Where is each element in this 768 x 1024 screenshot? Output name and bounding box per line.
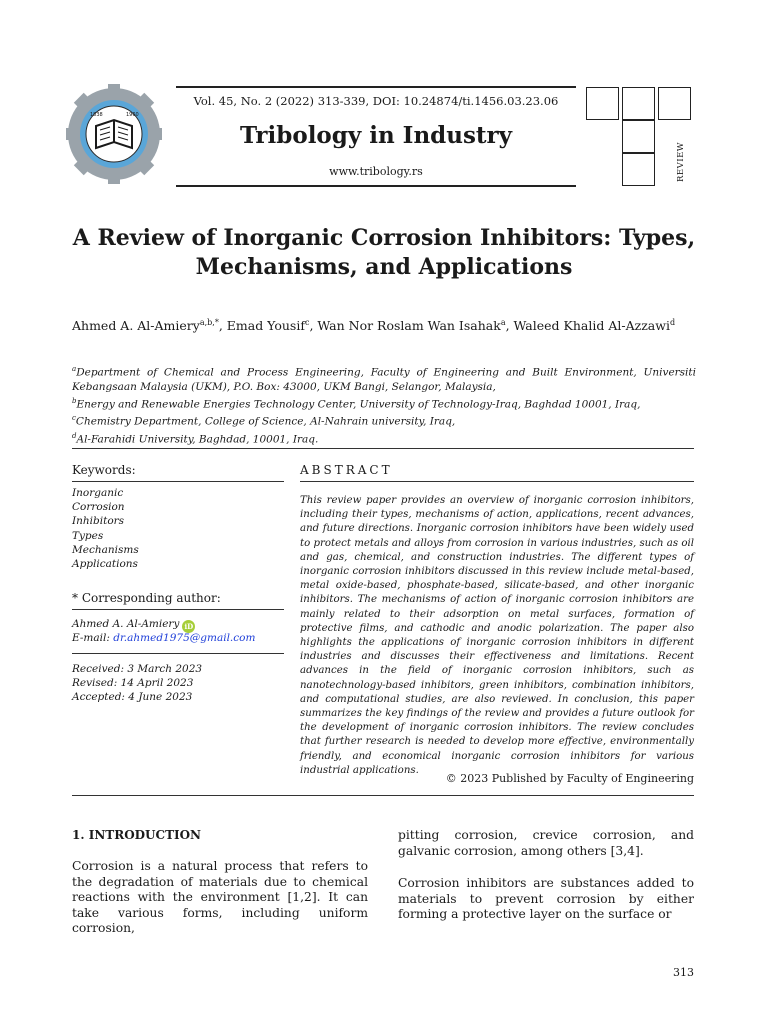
page-number: 313: [673, 966, 694, 979]
corner-box: [658, 87, 691, 120]
corresponding-name: [72, 618, 195, 633]
copyright-notice: © 2023 Published by Faculty of Engineering: [445, 772, 694, 785]
keyword-item: Inorganic: [72, 487, 124, 499]
affiliation-text: Chemistry Department, College of Science, Al-Nahrain university, Iraq,: [75, 415, 456, 428]
author-separator: ,: [309, 318, 318, 334]
author-affiliation-marker: d: [669, 318, 676, 327]
email-label: E-mail:: [72, 632, 114, 644]
section-heading: 1. INTRODUCTION: [72, 828, 202, 842]
abstract-rule: [300, 481, 694, 482]
affiliation-marker: a: [72, 365, 77, 373]
section-rule: [72, 795, 694, 796]
author-affiliation-marker: c: [304, 318, 310, 327]
logo-year-left: 1838: [90, 112, 103, 118]
body-paragraph-right-1: pitting corrosion, crevice corrosion, and galvanic corrosion, among others [3,4].: [398, 828, 694, 858]
journal-url[interactable]: www.tribology.rs: [329, 165, 423, 178]
author-name: Wan Nor Roslam Wan Isahak: [317, 318, 501, 334]
affiliation-list: [72, 362, 696, 446]
author-name: Ahmed A. Al-Amiery: [72, 318, 200, 334]
section-rule: [72, 448, 694, 449]
affiliation-text: Department of Chemical and Process Engineering, Faculty of Engineering and Built Environment, Universiti Kebangsaan Malaysia (UKM), P.O. Box: 43000, UKM Bangi, Selangor, Malaysia,: [72, 366, 696, 393]
journal-title: Tribology in Industry: [239, 122, 513, 149]
corresponding-heading: * Corresponding author:: [72, 591, 221, 605]
corner-box: [622, 153, 655, 186]
orcid-icon[interactable]: iD: [182, 620, 195, 633]
date-item: Received: 3 March 2023: [72, 663, 203, 675]
corresponding-email: [72, 632, 255, 644]
corner-box: [586, 87, 619, 120]
author-separator: ,: [505, 318, 514, 334]
header-rule-bottom: [176, 185, 576, 187]
author-name: Waleed Khalid Al-Azzawi: [513, 318, 670, 334]
logo-year-right: 1960: [126, 112, 139, 118]
author-name: Emad Yousif: [226, 318, 305, 334]
keywords-list: [72, 486, 139, 571]
corner-box: [622, 120, 655, 153]
article-type-label: REVIEW: [676, 141, 686, 182]
keyword-item: Corrosion: [72, 501, 125, 514]
body-paragraph-left: Corrosion is a natural process that refers to the degradation of materials due to chemical reactions with the environment [1,2]. It can take various forms, including uniform corrosion,: [72, 859, 368, 936]
abstract-heading: ABSTRACT: [300, 463, 393, 477]
keywords-heading: Keywords:: [72, 463, 136, 477]
affiliation-marker: d: [72, 431, 77, 440]
volume-line: Vol. 45, No. 2 (2022) 313-339, DOI: 10.24874/ti.1456.03.23.06: [193, 94, 559, 108]
article-dates: [72, 662, 202, 705]
body-paragraph-right-2: Corrosion inhibitors are substances added to materials to prevent corrosion by either forming a protective layer on the surface or: [398, 876, 694, 922]
date-item: Revised: 14 April 2023: [72, 677, 194, 690]
author-affiliation-marker: a,b,*: [199, 318, 219, 327]
paper-title: A Review of Inorganic Corrosion Inhibitors: Types, Mechanisms, and Applications: [72, 225, 696, 280]
affiliation-marker: c: [72, 414, 76, 422]
affiliation-item: [72, 362, 696, 394]
dates-rule: [72, 653, 284, 654]
affiliation-marker: b: [72, 396, 77, 405]
keywords-rule: [72, 481, 284, 482]
affiliation-item: [72, 394, 696, 412]
author-separator: ,: [218, 318, 227, 334]
author-affiliation-marker: a: [500, 318, 506, 327]
affiliation-text: Al-Farahidi University, Baghdad, 10001, Iraq.: [76, 433, 319, 445]
keyword-item: Types: [72, 529, 104, 542]
affiliation-item: [72, 429, 696, 447]
abstract-text: This review paper provides an overview of inorganic corrosion inhibitors, including their types, mechanisms of action, applications, recent advances, and future directions. Inorganic corrosion inhibitors have been widely used to protect metals and alloys from corrosion in various industries, such as oil and gas, chemical, and construction industries. The different types of inorganic corrosion inhibitors discussed in this review include metal-based, metal oxide-based, phosphate-based, silicate-based, and other inorganic inhibitors. The mechanisms of action of inorganic corrosion inhibitors are mainly related to their adsorption on metal surfaces, formation of protective films, and cathodic and anodic polarization. The paper also highlights the applications of inorganic corrosion inhibitors in different industries and discusses their effectiveness and limitations. Recent advances in the field of inorganic corrosion inhibitors, such as nanotechnology-based inhibitors, green inhibitors, combination inhibitors, and computational studies, are also reviewed. In conclusion, this paper summarizes the key findings of the review and provides a future outlook for the development of inorganic corrosion inhibitors. The review concludes that further research is needed to develop more effective, environmentally friendly, and economical inorganic corrosion inhibitors for various industrial applications.: [300, 495, 694, 776]
journal-logo: [66, 84, 162, 190]
date-item: Accepted: 4 June 2023: [72, 691, 193, 704]
keyword-item: Inhibitors: [72, 515, 125, 528]
header-rule-top: [176, 86, 576, 88]
email-link[interactable]: dr.ahmed1975@gmail.com: [113, 632, 256, 644]
keyword-item: Mechanisms: [72, 543, 139, 556]
corresponding-rule: [72, 609, 284, 610]
keyword-item: Applications: [72, 558, 138, 571]
author-list: [72, 314, 696, 334]
corner-box: [622, 87, 655, 120]
affiliation-item: [72, 411, 696, 429]
affiliation-text: Energy and Renewable Energies Technology Center, University of Technology-Iraq, Baghdad 10001, Iraq,: [76, 398, 641, 410]
corresponding-author-name: Ahmed A. Al-Amiery: [72, 618, 180, 630]
